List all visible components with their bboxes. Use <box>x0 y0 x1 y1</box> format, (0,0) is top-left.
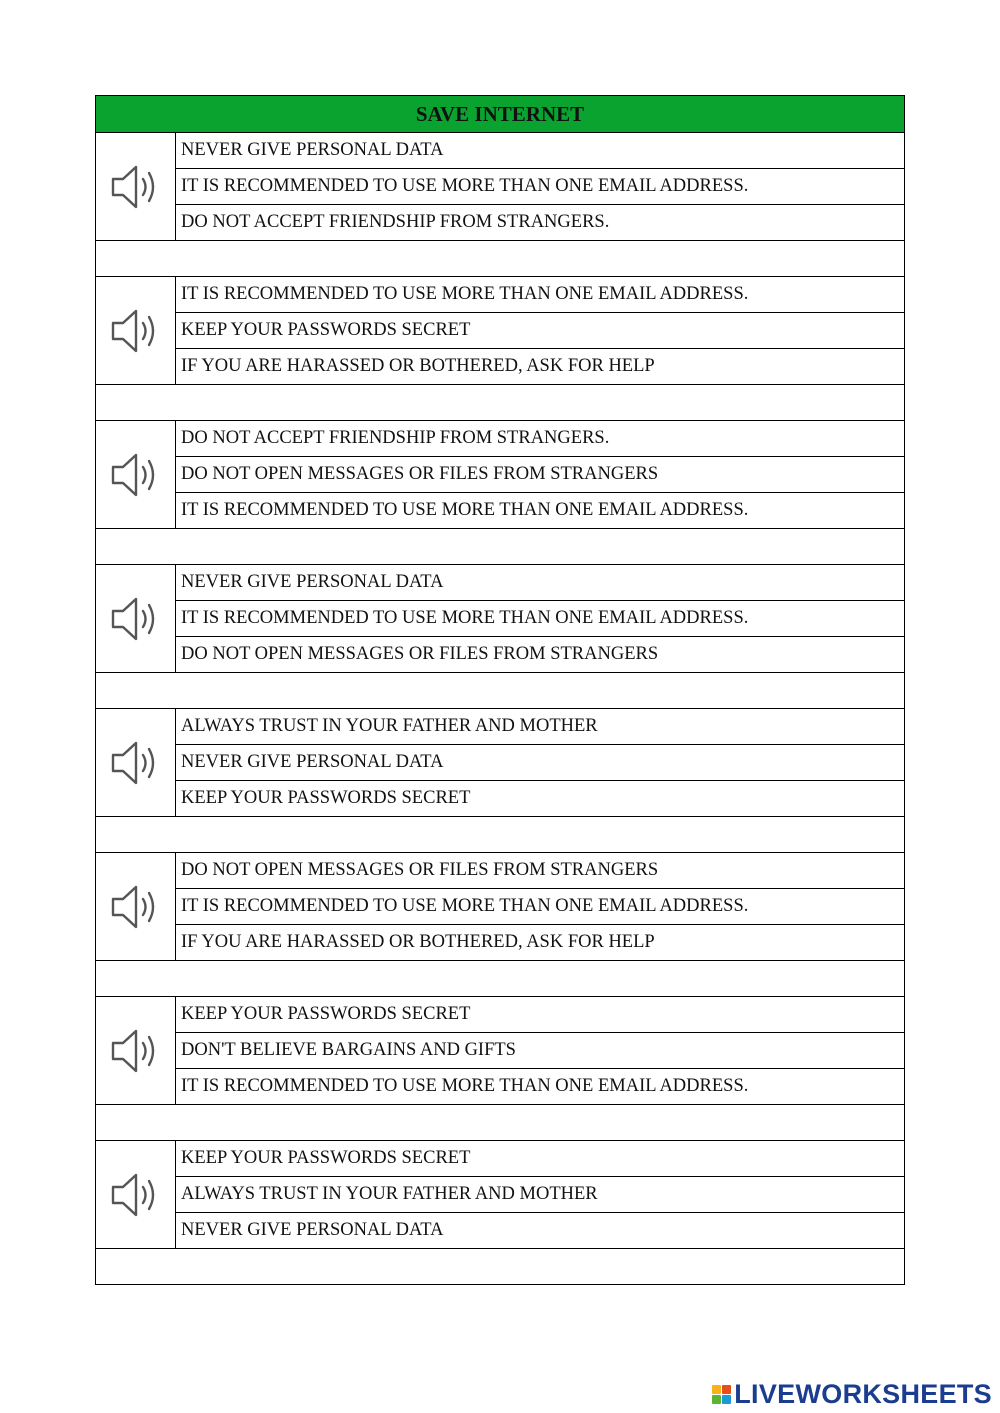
answer-option[interactable]: DO NOT OPEN MESSAGES OR FILES FROM STRANGERS <box>176 853 905 889</box>
spacer-cell <box>96 961 905 997</box>
option-row <box>96 997 905 1033</box>
header-row <box>96 96 905 133</box>
answer-option[interactable]: NEVER GIVE PERSONAL DATA <box>176 565 905 601</box>
speaker-icon[interactable] <box>96 882 175 932</box>
option-row <box>96 133 905 169</box>
speaker-icon[interactable] <box>96 450 175 500</box>
answer-option[interactable]: KEEP YOUR PASSWORDS SECRET <box>176 1141 905 1177</box>
option-row <box>96 205 905 241</box>
option-row <box>96 889 905 925</box>
spacer-cell <box>96 385 905 421</box>
worksheet-table <box>95 95 905 1285</box>
answer-option[interactable]: KEEP YOUR PASSWORDS SECRET <box>176 781 905 817</box>
answer-option[interactable]: DO NOT ACCEPT FRIENDSHIP FROM STRANGERS. <box>176 205 905 241</box>
spacer-row <box>96 817 905 853</box>
spacer-row <box>96 673 905 709</box>
option-row <box>96 349 905 385</box>
option-row <box>96 853 905 889</box>
answer-option[interactable]: NEVER GIVE PERSONAL DATA <box>176 133 905 169</box>
speaker-cell[interactable] <box>96 853 176 961</box>
speaker-cell[interactable] <box>96 277 176 385</box>
option-row <box>96 925 905 961</box>
speaker-cell[interactable] <box>96 997 176 1105</box>
speaker-cell[interactable] <box>96 1141 176 1249</box>
logo-square-2 <box>722 1385 731 1394</box>
answer-option[interactable]: NEVER GIVE PERSONAL DATA <box>176 1213 905 1249</box>
option-row <box>96 709 905 745</box>
spacer-cell <box>96 529 905 565</box>
brand-logo-icon <box>712 1385 731 1404</box>
answer-option[interactable]: IF YOU ARE HARASSED OR BOTHERED, ASK FOR HELP <box>176 925 905 961</box>
option-row <box>96 637 905 673</box>
answer-option[interactable]: IT IS RECOMMENDED TO USE MORE THAN ONE EMAIL ADDRESS. <box>176 493 905 529</box>
spacer-row <box>96 529 905 565</box>
option-row <box>96 1033 905 1069</box>
option-row <box>96 565 905 601</box>
speaker-icon[interactable] <box>96 162 175 212</box>
answer-option[interactable]: NEVER GIVE PERSONAL DATA <box>176 745 905 781</box>
logo-square-1 <box>712 1385 721 1394</box>
speaker-icon[interactable] <box>96 1026 175 1076</box>
answer-option[interactable]: IT IS RECOMMENDED TO USE MORE THAN ONE EMAIL ADDRESS. <box>176 1069 905 1105</box>
answer-option[interactable]: DO NOT ACCEPT FRIENDSHIP FROM STRANGERS. <box>176 421 905 457</box>
spacer-cell <box>96 241 905 277</box>
spacer-cell <box>96 1249 905 1285</box>
question-list <box>96 133 905 1285</box>
answer-option[interactable]: IF YOU ARE HARASSED OR BOTHERED, ASK FOR HELP <box>176 349 905 385</box>
option-row <box>96 313 905 349</box>
option-row <box>96 169 905 205</box>
option-row <box>96 1177 905 1213</box>
speaker-icon[interactable] <box>96 738 175 788</box>
answer-option[interactable]: IT IS RECOMMENDED TO USE MORE THAN ONE EMAIL ADDRESS. <box>176 277 905 313</box>
answer-option[interactable]: DON'T BELIEVE BARGAINS AND GIFTS <box>176 1033 905 1069</box>
option-row <box>96 745 905 781</box>
option-row <box>96 493 905 529</box>
option-row <box>96 1141 905 1177</box>
answer-option[interactable]: IT IS RECOMMENDED TO USE MORE THAN ONE EMAIL ADDRESS. <box>176 601 905 637</box>
answer-option[interactable]: KEEP YOUR PASSWORDS SECRET <box>176 997 905 1033</box>
option-row <box>96 1213 905 1249</box>
brand-logo <box>712 1378 992 1409</box>
answer-option[interactable]: ALWAYS TRUST IN YOUR FATHER AND MOTHER <box>176 1177 905 1213</box>
answer-option[interactable]: DO NOT OPEN MESSAGES OR FILES FROM STRANGERS <box>176 637 905 673</box>
answer-option[interactable]: IT IS RECOMMENDED TO USE MORE THAN ONE EMAIL ADDRESS. <box>176 169 905 205</box>
spacer-row <box>96 1105 905 1141</box>
spacer-row <box>96 241 905 277</box>
speaker-cell[interactable] <box>96 421 176 529</box>
worksheet-title: SAVE INTERNET <box>96 96 905 133</box>
spacer-cell <box>96 1105 905 1141</box>
answer-option[interactable]: ALWAYS TRUST IN YOUR FATHER AND MOTHER <box>176 709 905 745</box>
option-row <box>96 1069 905 1105</box>
speaker-icon[interactable] <box>96 306 175 356</box>
option-row <box>96 601 905 637</box>
logo-square-3 <box>712 1395 721 1404</box>
spacer-row <box>96 961 905 997</box>
brand-name: LIVEWORKSHEETS <box>734 1378 992 1409</box>
spacer-cell <box>96 673 905 709</box>
spacer-row <box>96 385 905 421</box>
speaker-cell[interactable] <box>96 565 176 673</box>
option-row <box>96 277 905 313</box>
speaker-cell[interactable] <box>96 709 176 817</box>
option-row <box>96 457 905 493</box>
speaker-icon[interactable] <box>96 1170 175 1220</box>
spacer-row <box>96 1249 905 1285</box>
answer-option[interactable]: IT IS RECOMMENDED TO USE MORE THAN ONE EMAIL ADDRESS. <box>176 889 905 925</box>
answer-option[interactable]: KEEP YOUR PASSWORDS SECRET <box>176 313 905 349</box>
answer-option[interactable]: DO NOT OPEN MESSAGES OR FILES FROM STRANGERS <box>176 457 905 493</box>
option-row <box>96 421 905 457</box>
speaker-cell[interactable] <box>96 133 176 241</box>
logo-square-4 <box>722 1395 731 1404</box>
spacer-cell <box>96 817 905 853</box>
option-row <box>96 781 905 817</box>
speaker-icon[interactable] <box>96 594 175 644</box>
